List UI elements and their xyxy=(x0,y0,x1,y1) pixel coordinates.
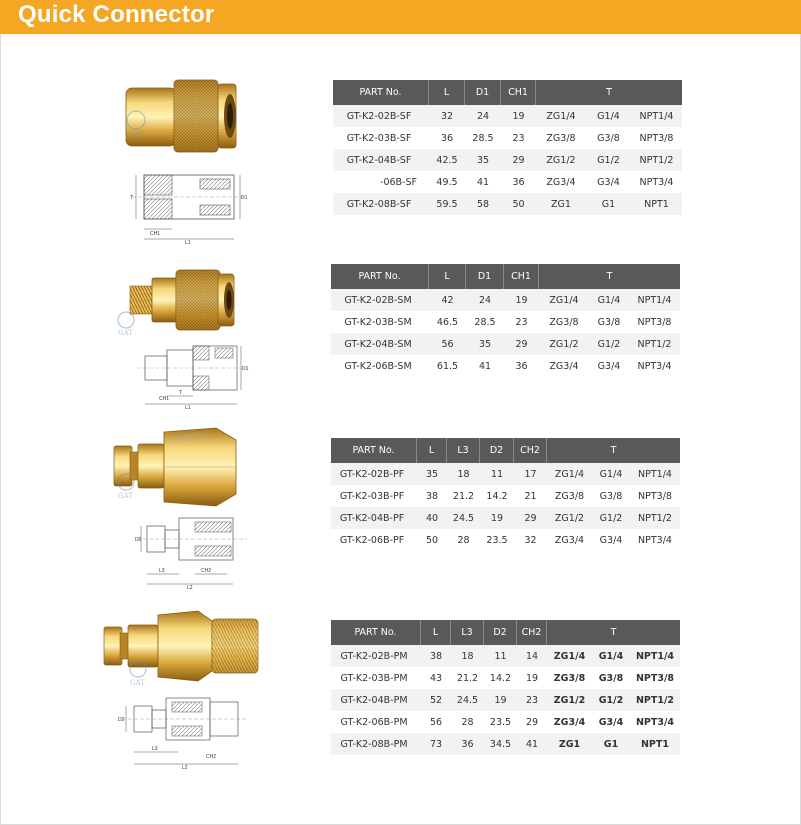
page-title: Quick Connector xyxy=(18,1,215,28)
product-photo-sm xyxy=(108,262,248,337)
table-row xyxy=(331,355,680,377)
cell: 11 xyxy=(480,463,514,485)
cell: ZG3/8 xyxy=(539,311,589,333)
cell: G1 xyxy=(592,733,630,755)
cell: G1/2 xyxy=(592,689,630,711)
technical-drawing-pm xyxy=(112,690,252,770)
cell: NPT3/8 xyxy=(629,311,680,333)
cell: ZG3/8 xyxy=(547,485,592,507)
cell: ZG1 xyxy=(536,193,586,215)
cell: ZG1/2 xyxy=(547,689,592,711)
cell: NPT3/8 xyxy=(630,485,680,507)
cell-part-no: GT-K2-04B-PF xyxy=(331,507,417,529)
header-l: L xyxy=(421,620,451,645)
label-l1: L1 xyxy=(185,240,191,245)
cell: 23 xyxy=(504,311,539,333)
header-l3: L3 xyxy=(447,438,480,463)
header-t: T xyxy=(539,264,680,289)
cell: G3/4 xyxy=(589,355,629,377)
label-t: T xyxy=(130,195,134,201)
cell: 23.5 xyxy=(480,529,514,551)
header-l: L xyxy=(429,80,465,105)
cell: 35 xyxy=(465,149,501,171)
header-t: T xyxy=(547,620,680,645)
cell: ZG3/4 xyxy=(547,529,592,551)
cell: ZG1/2 xyxy=(547,507,592,529)
table-row xyxy=(331,667,680,689)
cell: 32 xyxy=(514,529,547,551)
header-d2: D2 xyxy=(484,620,517,645)
cell: 29 xyxy=(501,149,536,171)
table-row xyxy=(333,171,682,193)
table-row xyxy=(333,193,682,215)
cell: 41 xyxy=(517,733,547,755)
watermark-text: GAT xyxy=(130,679,145,687)
cell: 28 xyxy=(447,529,480,551)
cell: ZG1/4 xyxy=(536,105,586,127)
cell: 50 xyxy=(417,529,447,551)
table-row xyxy=(331,463,680,485)
cell: 28.5 xyxy=(466,311,504,333)
cell: ZG1/2 xyxy=(536,149,586,171)
cell: 23.5 xyxy=(484,711,517,733)
cell: G1/4 xyxy=(586,105,631,127)
cell: G1 xyxy=(586,193,631,215)
label-l2: L2 xyxy=(187,585,193,590)
cell: 42.5 xyxy=(429,149,465,171)
header-part-no: PART No. xyxy=(331,620,421,645)
cell: 36 xyxy=(429,127,465,149)
cell: 19 xyxy=(484,689,517,711)
cell: 56 xyxy=(421,711,451,733)
table-header-row xyxy=(331,264,680,289)
cell: 18 xyxy=(451,645,484,667)
cell-part-no: GT-K2-06B-SM xyxy=(331,355,429,377)
table-header-row xyxy=(331,620,680,645)
cell: G1/2 xyxy=(589,333,629,355)
table-row xyxy=(331,689,680,711)
cell: 14 xyxy=(517,645,547,667)
cell: G3/8 xyxy=(592,485,630,507)
spec-table-sf xyxy=(333,80,682,215)
cell: 59.5 xyxy=(429,193,465,215)
cell: 49.5 xyxy=(429,171,465,193)
cell: NPT3/4 xyxy=(630,529,680,551)
label-l3: L3 xyxy=(152,746,158,752)
cell: 56 xyxy=(429,333,466,355)
cell: ZG3/8 xyxy=(536,127,586,149)
cell: NPT3/8 xyxy=(631,127,682,149)
cell: 36 xyxy=(504,355,539,377)
cell: NPT1/4 xyxy=(630,645,680,667)
cell: G3/4 xyxy=(586,171,631,193)
header-ch2: CH2 xyxy=(517,620,547,645)
cell-part-no: GT-K2-02B-PM xyxy=(331,645,421,667)
cell: 14.2 xyxy=(480,485,514,507)
cell: G1/2 xyxy=(592,507,630,529)
table-header-row xyxy=(333,80,682,105)
table-row xyxy=(331,485,680,507)
cell: ZG1/2 xyxy=(539,333,589,355)
cell: 17 xyxy=(514,463,547,485)
cell: 21 xyxy=(514,485,547,507)
cell-part-no: -06B-SF xyxy=(333,171,429,193)
table-row xyxy=(331,529,680,551)
cell-part-no: GT-K2-04B-SM xyxy=(331,333,429,355)
header-l3: L3 xyxy=(451,620,484,645)
cell-part-no: GT-K2-02B-SF xyxy=(333,105,429,127)
cell: 34.5 xyxy=(484,733,517,755)
cell: 35 xyxy=(466,333,504,355)
cell: 24.5 xyxy=(447,507,480,529)
table-row xyxy=(331,311,680,333)
cell: 24 xyxy=(465,105,501,127)
cell: 28 xyxy=(451,711,484,733)
cell: 23 xyxy=(517,689,547,711)
label-d1: D1 xyxy=(242,366,249,372)
cell-part-no: GT-K2-04B-SF xyxy=(333,149,429,171)
spec-table-pf xyxy=(331,438,680,551)
spec-table-sm xyxy=(331,264,680,377)
table-row xyxy=(331,289,680,311)
cell: NPT1/4 xyxy=(629,289,680,311)
cell: NPT1/2 xyxy=(630,689,680,711)
cell: NPT1/2 xyxy=(630,507,680,529)
label-d1: D1 xyxy=(241,195,248,201)
label-l1: L1 xyxy=(185,405,191,410)
cell: 14.2 xyxy=(484,667,517,689)
cell: NPT1/4 xyxy=(631,105,682,127)
header-l: L xyxy=(417,438,447,463)
cell: ZG3/4 xyxy=(539,355,589,377)
label-l2: L2 xyxy=(182,765,188,770)
cell: 36 xyxy=(451,733,484,755)
cell: ZG3/4 xyxy=(547,711,592,733)
watermark-logo xyxy=(118,312,134,337)
cell: 35 xyxy=(417,463,447,485)
cell: NPT1/4 xyxy=(630,463,680,485)
cell: 41 xyxy=(466,355,504,377)
label-l3: L3 xyxy=(159,568,165,574)
cell: ZG3/8 xyxy=(547,667,592,689)
cell: NPT1/2 xyxy=(631,149,682,171)
watermark-text: GAT xyxy=(118,329,133,337)
header-part-no: PART No. xyxy=(331,264,429,289)
cell-part-no: GT-K2-02B-PF xyxy=(331,463,417,485)
cell: 61.5 xyxy=(429,355,466,377)
cell: NPT1 xyxy=(631,193,682,215)
header-ch2: CH2 xyxy=(514,438,547,463)
cell: 18 xyxy=(447,463,480,485)
cell: NPT3/4 xyxy=(629,355,680,377)
label-d2: D2 xyxy=(135,537,142,543)
cell: 41 xyxy=(465,171,501,193)
technical-drawing-sf xyxy=(130,165,250,245)
cell: 19 xyxy=(501,105,536,127)
cell: 29 xyxy=(517,711,547,733)
cell: G1/4 xyxy=(592,463,630,485)
cell: 19 xyxy=(517,667,547,689)
cell: ZG1/4 xyxy=(547,645,592,667)
header-d1: D1 xyxy=(466,264,504,289)
cell: 19 xyxy=(504,289,539,311)
cell: 43 xyxy=(421,667,451,689)
header-l: L xyxy=(429,264,466,289)
header-part-no: PART No. xyxy=(331,438,417,463)
cell: G3/4 xyxy=(592,529,630,551)
cell: 36 xyxy=(501,171,536,193)
cell-part-no: GT-K2-08B-SF xyxy=(333,193,429,215)
cell: 24 xyxy=(466,289,504,311)
cell: G3/8 xyxy=(586,127,631,149)
cell: G3/8 xyxy=(589,311,629,333)
cell: G1/4 xyxy=(592,645,630,667)
header-d1: D1 xyxy=(465,80,501,105)
cell: 21.2 xyxy=(451,667,484,689)
cell: ZG1/4 xyxy=(547,463,592,485)
cell-part-no: GT-K2-03B-SM xyxy=(331,311,429,333)
cell-part-no: GT-K2-02B-SM xyxy=(331,289,429,311)
cell: NPT3/8 xyxy=(630,667,680,689)
cell-part-no: GT-K2-04B-PM xyxy=(331,689,421,711)
cell: 24.5 xyxy=(451,689,484,711)
label-ch2: CH2 xyxy=(201,568,212,574)
header-t: T xyxy=(547,438,680,463)
table-row xyxy=(333,149,682,171)
cell: 52 xyxy=(421,689,451,711)
label-ch2: CH2 xyxy=(206,754,217,760)
cell-part-no: GT-K2-06B-PM xyxy=(331,711,421,733)
header-ch1: CH1 xyxy=(504,264,539,289)
cell: NPT3/4 xyxy=(630,711,680,733)
watermark-url: hygate.c xyxy=(172,427,209,444)
product-photo-pm xyxy=(98,605,268,690)
cell-part-no: GT-K2-03B-PF xyxy=(331,485,417,507)
cell: 32 xyxy=(429,105,465,127)
table-row xyxy=(333,105,682,127)
cell: 38 xyxy=(421,645,451,667)
cell: ZG1/4 xyxy=(539,289,589,311)
table-row xyxy=(333,127,682,149)
cell: 28.5 xyxy=(465,127,501,149)
technical-drawing-pf xyxy=(135,510,250,590)
title-banner xyxy=(0,0,801,34)
cell: ZG3/4 xyxy=(536,171,586,193)
cell: G3/4 xyxy=(592,711,630,733)
cell: 73 xyxy=(421,733,451,755)
table-row xyxy=(331,333,680,355)
cell: 40 xyxy=(417,507,447,529)
cell-part-no: GT-K2-08B-PM xyxy=(331,733,421,755)
cell: NPT1/2 xyxy=(629,333,680,355)
table-row xyxy=(331,711,680,733)
table-header-row xyxy=(331,438,680,463)
table-row xyxy=(331,733,680,755)
cell: 19 xyxy=(480,507,514,529)
cell: G1/4 xyxy=(589,289,629,311)
cell: 29 xyxy=(504,333,539,355)
technical-drawing-sm xyxy=(135,340,250,410)
watermark-text: GAT xyxy=(118,492,133,500)
cell-part-no: GT-K2-03B-SF xyxy=(333,127,429,149)
cell: NPT1 xyxy=(630,733,680,755)
watermark-text: GAT xyxy=(128,130,143,138)
table-row xyxy=(331,645,680,667)
cell: 11 xyxy=(484,645,517,667)
spec-table-pm xyxy=(331,620,680,755)
header-ch1: CH1 xyxy=(501,80,536,105)
cell: ZG1 xyxy=(547,733,592,755)
cell-part-no: GT-K2-06B-PF xyxy=(331,529,417,551)
cell: 38 xyxy=(417,485,447,507)
cell: G3/8 xyxy=(592,667,630,689)
label-t: T xyxy=(179,390,183,396)
cell: 42 xyxy=(429,289,466,311)
product-photo-sf xyxy=(118,70,248,160)
label-ch1: CH1 xyxy=(150,231,161,237)
cell: G1/2 xyxy=(586,149,631,171)
header-t: T xyxy=(536,80,682,105)
cell: 21.2 xyxy=(447,485,480,507)
label-d2: D2 xyxy=(118,717,125,723)
table-row xyxy=(331,507,680,529)
cell: 46.5 xyxy=(429,311,466,333)
cell: 58 xyxy=(465,193,501,215)
cell: 50 xyxy=(501,193,536,215)
cell-part-no: GT-K2-03B-PM xyxy=(331,667,421,689)
header-part-no: PART No. xyxy=(333,80,429,105)
cell: 23 xyxy=(501,127,536,149)
cell: 29 xyxy=(514,507,547,529)
product-photo-pf xyxy=(108,422,258,512)
header-d2: D2 xyxy=(480,438,514,463)
cell: NPT3/4 xyxy=(631,171,682,193)
label-ch1: CH1 xyxy=(159,396,170,402)
